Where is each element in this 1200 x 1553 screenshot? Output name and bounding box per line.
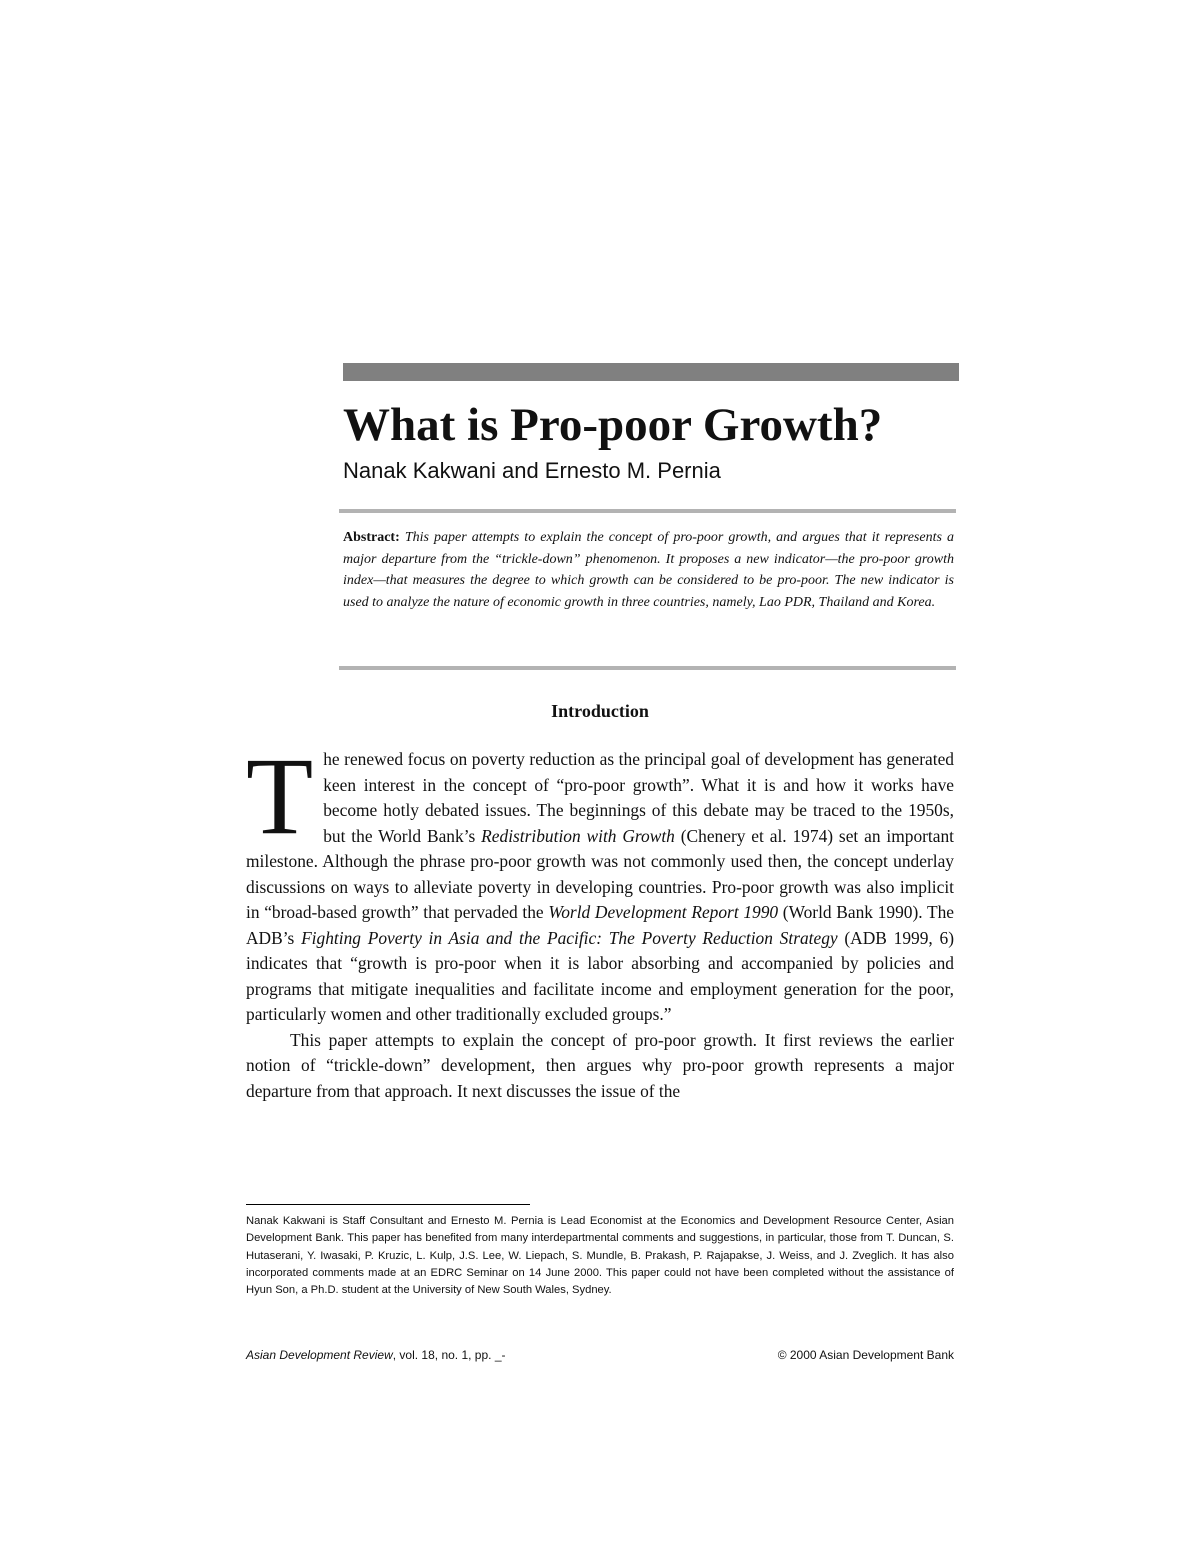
drop-cap: T [246, 735, 314, 857]
copyright-notice: © 2000 Asian Development Bank [777, 1348, 954, 1362]
paragraph-1-text: (World Bank 1990). The ADB’s [246, 902, 954, 948]
abstract-bottom-rule [339, 666, 956, 670]
footnote-rule [246, 1204, 530, 1205]
paragraph-1-text: he renewed focus on poverty reduction as the principal goal of development has generated keen interest in the concept of “pro-poor growth”. What it is and how it works have become hotly debated issues. The beginnings of this debate may be traced to the 1950s, but the World Bank’s [323, 749, 954, 846]
paragraph-2: This paper attempts to explain the concept of pro-poor growth. It first reviews the earlier notion of “trickle-down” development, then argues why pro-poor growth represents a major departure from that approach. It next discusses the issue of the [246, 1029, 954, 1101]
paragraph-1-text: (Chenery et al. 1974) set an important milestone. Although the phrase pro-poor growth was not commonly used then, the concept underlay discussions on ways to alleviate poverty in developing countries. Pro-poor growth was also implicit in “broad-based growth” that pervaded the [246, 825, 955, 922]
paragraph-1-text: (ADB 1999, 6) indicates that “growth is pro-poor when it is labor absorbing and accompanied by policies and programs that mitigate inequalities and facilitate income and employment generation for the poor, particularly women and other traditionally excluded groups.” [246, 927, 954, 1024]
section-heading-introduction: Introduction [551, 701, 649, 721]
journal-volume: , vol. 18, no. 1, pp. _- [392, 1348, 506, 1362]
footnote: Nanak Kakwani is Staff Consultant and Ernesto M. Pernia is Lead Economist at the Economics and Development Resource Center, Asian Development Bank. This paper has benefited from many interdepartmental comments and suggestions, in particular, those from T. Duncan, S. Hutaserani, Y. Iwasaki, P. Kruzic, L. Kulp, J.S. Lee, W. Liepach, S. Mundle, B. Prakash, P. Rajapakse, J. Weiss, and J. Zveglich. It has also incorporated comments made at an EDRC Seminar on 14 June 2000. This paper could not have been completed without the assistance of Hyun Son, a Ph.D. student at the University of New South Wales, Sydney. [246, 1215, 954, 1297]
citation-title: Fighting Poverty in Asia and the Pacific: The Poverty Reduction Strategy [301, 927, 838, 948]
abstract-top-rule [339, 509, 956, 513]
journal-citation [246, 1346, 505, 1364]
body-text [246, 735, 955, 1104]
abstract-text: This paper attempts to explain the concept of pro-poor growth, and argues that it represents a major departure from the “trickle-down” phenomenon. It proposes a new indicator—the pro-poor growth index—that measures the degree to which growth can be considered to be pro-poor. The new indicator is used to analyze the nature of economic growth in three countries, namely, Lao PDR, Thailand and Korea. [343, 530, 954, 611]
article-title: What is Pro-poor Growth? [343, 399, 883, 451]
citation-title: World Development Report 1990 [548, 902, 779, 922]
paragraph-1 [246, 735, 955, 1028]
journal-name: Asian Development Review [246, 1348, 393, 1362]
citation-title: Redistribution with Growth [481, 825, 675, 846]
abstract-label: Abstract: [343, 530, 400, 545]
title-bar-decoration [343, 363, 959, 381]
abstract [343, 527, 954, 614]
article-authors: Nanak Kakwani and Ernesto M. Pernia [343, 458, 721, 483]
